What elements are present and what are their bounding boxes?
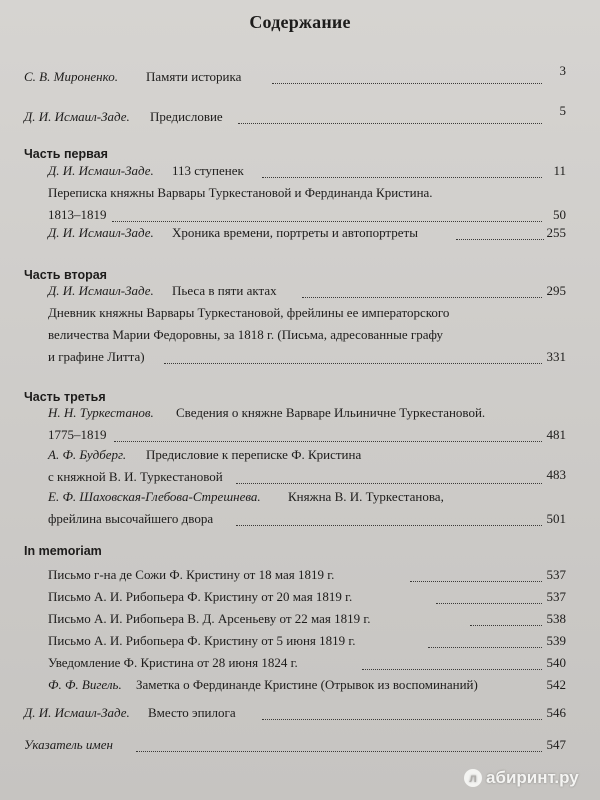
entry-title-line2: 1775–1819 [48,427,107,442]
leader-dots [236,483,542,484]
entry-title: 113 ступенек [172,163,244,178]
leader-dots [410,581,542,582]
entry-author: Д. И. Исмаил-Заде. [48,283,154,298]
section-heading: Часть третья [24,390,106,404]
entry-title: Письмо А. И. Рибопьера В. Д. Арсеньеву от 22 мая 1819 г. [48,611,371,626]
toc-entry [0,674,600,696]
leader-dots [272,83,542,84]
entry-title: Дневник княжны Варвары Туркестановой, фрейлины ее императорского [48,305,450,320]
entry-author: Указатель имен [24,737,113,752]
leader-dots [470,625,542,626]
entry-title: Письмо А. И. Рибопьера Ф. Кристину от 5 июня 1819 г. [48,633,356,648]
toc-entry [0,402,600,424]
entry-page: 331 [546,349,566,364]
leader-dots [114,441,542,442]
watermark-text: абиринт.ру [486,768,579,787]
entry-title: Письмо г-на де Сожи Ф. Кристину от 18 мая 1819 г. [48,567,335,582]
entry-title-line3: и графине Литта) [48,349,145,364]
entry-page: 501 [546,511,566,526]
toc-entry-continued [0,346,600,368]
toc-entry [0,160,600,182]
toc-entry [0,103,600,128]
entry-author: С. В. Мироненко. [24,69,118,84]
entry-page: 483 [546,467,566,482]
entry-title: Княжна В. И. Туркестанова, [288,489,444,504]
entry-title: Переписка княжны Варвары Туркестановой и Фердинанда Кристина. [48,185,433,200]
entry-title: Предисловие [150,109,223,124]
entry-page: 537 [546,589,566,604]
leader-dots [428,647,542,648]
entry-author: А. Ф. Будберг. [48,447,127,462]
entry-page: 542 [546,677,566,692]
entry-page: 537 [546,567,566,582]
toc-entry [0,63,600,88]
section-heading: Часть первая [24,147,108,161]
page-title: Содержание [249,12,351,32]
toc-entry [0,564,600,586]
entry-title: Письмо А. И. Рибопьера Ф. Кристину от 20 мая 1819 г. [48,589,353,604]
entry-page: 481 [546,427,566,442]
toc-entry-continued [0,424,600,446]
leader-dots [302,297,542,298]
entry-title: Заметка о Фердинанде Кристине (Отрывок из воспоминаний) [136,677,478,692]
toc-entry [0,486,600,508]
entry-title-line2: величества Марии Федоровны, за 1818 г. (Письма, адресованные графу [48,327,444,342]
toc-entry [0,652,600,674]
leader-dots [262,177,542,178]
entry-page: 295 [546,283,566,298]
toc-entry [0,222,600,244]
entry-author: Н. Н. Туркестанов. [48,405,154,420]
entry-page: 3 [559,63,566,78]
labirint-logo-icon: л [464,769,482,787]
leader-dots [236,525,542,526]
entry-page: 539 [546,633,566,648]
entry-page: 255 [546,225,566,240]
leader-dots [456,239,544,240]
entry-author: Д. И. Исмаил-Заде. [48,163,154,178]
labirint-watermark [464,768,594,792]
toc-entry [0,734,600,756]
entry-page: 540 [546,655,566,670]
leader-dots [164,363,542,364]
entry-author: Д. И. Исмаил-Заде. [24,109,130,124]
toc-entry [0,586,600,608]
toc-entry-continued [0,324,600,346]
toc-entry-continued [0,508,600,530]
entry-page: 50 [553,207,566,222]
leader-dots [436,603,542,604]
entry-page: 538 [546,611,566,626]
entry-author: Д. И. Исмаил-Заде. [48,225,154,240]
entry-title: Памяти историка [146,69,242,84]
toc-entry-continued [0,466,600,488]
entry-author: Д. И. Исмаил-Заде. [24,705,130,720]
entry-title: Хроника времени, портреты и автопортреты [172,225,418,240]
entry-title: Вместо эпилога [148,705,236,720]
section-heading: In memoriam [24,544,102,558]
leader-dots [136,751,542,752]
toc-entry [0,280,600,302]
toc-entry [0,444,600,466]
leader-dots [262,719,542,720]
entry-title: Пьеса в пяти актах [172,283,277,298]
entry-title-line2: фрейлина высочайшего двора [48,511,214,526]
toc-entry [0,182,600,204]
entry-title: Сведения о княжне Варваре Ильиничне Туркестановой. [176,405,486,420]
entry-page: 5 [559,103,566,118]
entry-title-line2: с княжной В. И. Туркестановой [48,469,223,484]
section-heading: Часть вторая [24,268,107,282]
toc-entry [0,608,600,630]
entry-page: 546 [546,705,566,720]
toc-entry [0,630,600,652]
toc-entry [0,702,600,724]
entry-author: Ф. Ф. Вигель. [48,677,122,692]
entry-title: Предисловие к переписке Ф. Кристина [146,447,362,462]
leader-dots [238,123,542,124]
entry-author: Е. Ф. Шаховская-Глебова-Стрешнева. [48,489,261,504]
toc-entry [0,302,600,324]
leader-dots [362,669,542,670]
entry-page: 547 [546,737,566,752]
entry-title: Уведомление Ф. Кристина от 28 июня 1824 г. [48,655,298,670]
entry-title-line2: 1813–1819 [48,207,107,222]
entry-page: 11 [553,163,566,178]
